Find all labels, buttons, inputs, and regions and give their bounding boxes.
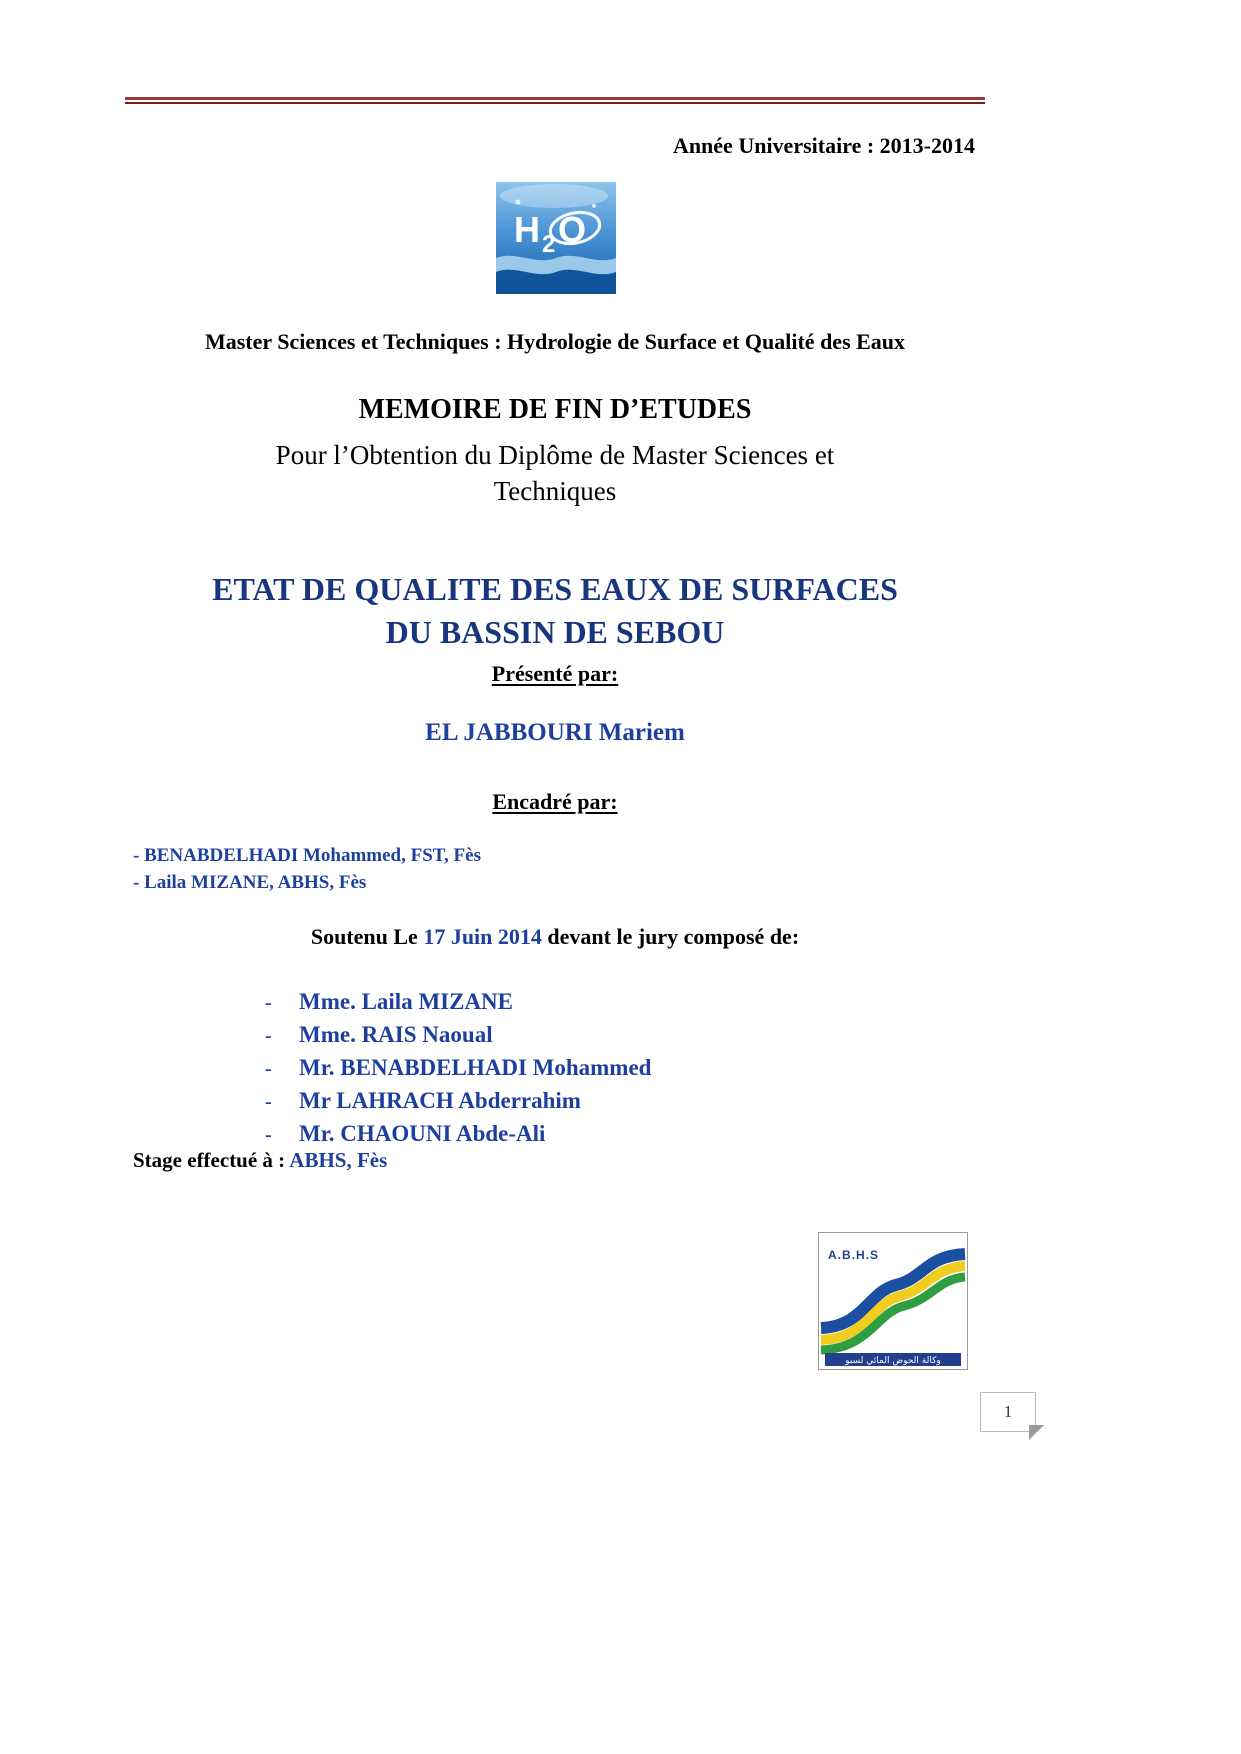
- jury-member: [265, 1019, 651, 1052]
- internship-statement: [133, 1148, 387, 1173]
- abhs-logo-image: [818, 1232, 968, 1370]
- list-dash: -: [265, 992, 272, 1014]
- page-number-value: 1: [1003, 1402, 1013, 1421]
- memoire-subtitle: [125, 437, 985, 509]
- page-number: [980, 1392, 1036, 1432]
- jury-member-name: Mme. RAIS Naoual: [299, 1022, 493, 1047]
- author-name: EL JABBOURI Mariem: [425, 719, 685, 746]
- memoire-subtitle-line1: Pour l’Obtention du Diplôme de Master Sciences et: [275, 440, 835, 470]
- list-dash: -: [265, 1124, 272, 1146]
- presented-by-label: Présenté par:: [491, 661, 619, 686]
- jury-member: [265, 1085, 651, 1118]
- page-corner-fold-icon: [1029, 1425, 1044, 1440]
- abhs-acronym: A.B.H.S: [828, 1248, 880, 1262]
- supervised-by-label: Encadré par:: [492, 789, 618, 814]
- h2o-letter-o: O: [558, 209, 587, 250]
- list-dash: -: [265, 1025, 272, 1047]
- h2o-letter-2: 2: [542, 231, 556, 258]
- jury-list: [265, 986, 651, 1151]
- jury-member-name: Mr. BENABDELHADI Mohammed: [299, 1055, 652, 1080]
- abhs-arabic-text: وكالة الحوض المائي لسبو: [845, 1356, 941, 1366]
- h2o-logo-image: [496, 182, 616, 294]
- memoire-title: MEMOIRE DE FIN D’ETUDES: [358, 394, 752, 425]
- sparkle-dot: [592, 204, 596, 208]
- academic-year: Année Universitaire : 2013-2014: [672, 133, 975, 158]
- memoire-subtitle-line2: Techniques: [493, 476, 617, 506]
- internship-location: ABHS, Fès: [289, 1148, 388, 1172]
- list-dash: -: [265, 1091, 272, 1113]
- h2o-logo-highlight: [500, 184, 608, 208]
- jury-member: [265, 1118, 651, 1151]
- supervisor-item: - Laila MIZANE, ABHS, Fès: [133, 872, 367, 893]
- thesis-title-line2: DU BASSIN DE SEBOU: [385, 614, 725, 650]
- internship-label: Stage effectué à :: [133, 1148, 290, 1172]
- supervisor-item: - BENABDELHADI Mohammed, FST, Fès: [133, 845, 481, 866]
- sparkle-dot: [516, 200, 521, 205]
- jury-member: [265, 1052, 651, 1085]
- supervisors-list: [133, 842, 481, 896]
- jury-member-name: Mr LAHRACH Abderrahim: [299, 1088, 581, 1113]
- defense-prefix: Soutenu Le: [310, 924, 424, 949]
- defense-date: 17 Juin 2014: [423, 924, 542, 949]
- h2o-logo: [496, 182, 616, 294]
- defense-statement: [125, 924, 985, 950]
- jury-member: [265, 986, 651, 1019]
- list-dash: -: [265, 1058, 272, 1080]
- thesis-title: [125, 568, 985, 654]
- jury-member-name: Mr. CHAOUNI Abde-Ali: [299, 1121, 546, 1146]
- jury-member-name: Mme. Laila MIZANE: [299, 989, 514, 1014]
- abhs-logo: [818, 1232, 968, 1370]
- defense-suffix: devant le jury composé de:: [541, 924, 800, 949]
- master-program-title: Master Sciences et Techniques : Hydrologie de Surface et Qualité des Eaux: [204, 329, 906, 354]
- top-divider: [125, 97, 985, 104]
- thesis-title-line1: ETAT DE QUALITE DES EAUX DE SURFACES: [212, 571, 898, 607]
- h2o-letter-h: H: [514, 209, 540, 250]
